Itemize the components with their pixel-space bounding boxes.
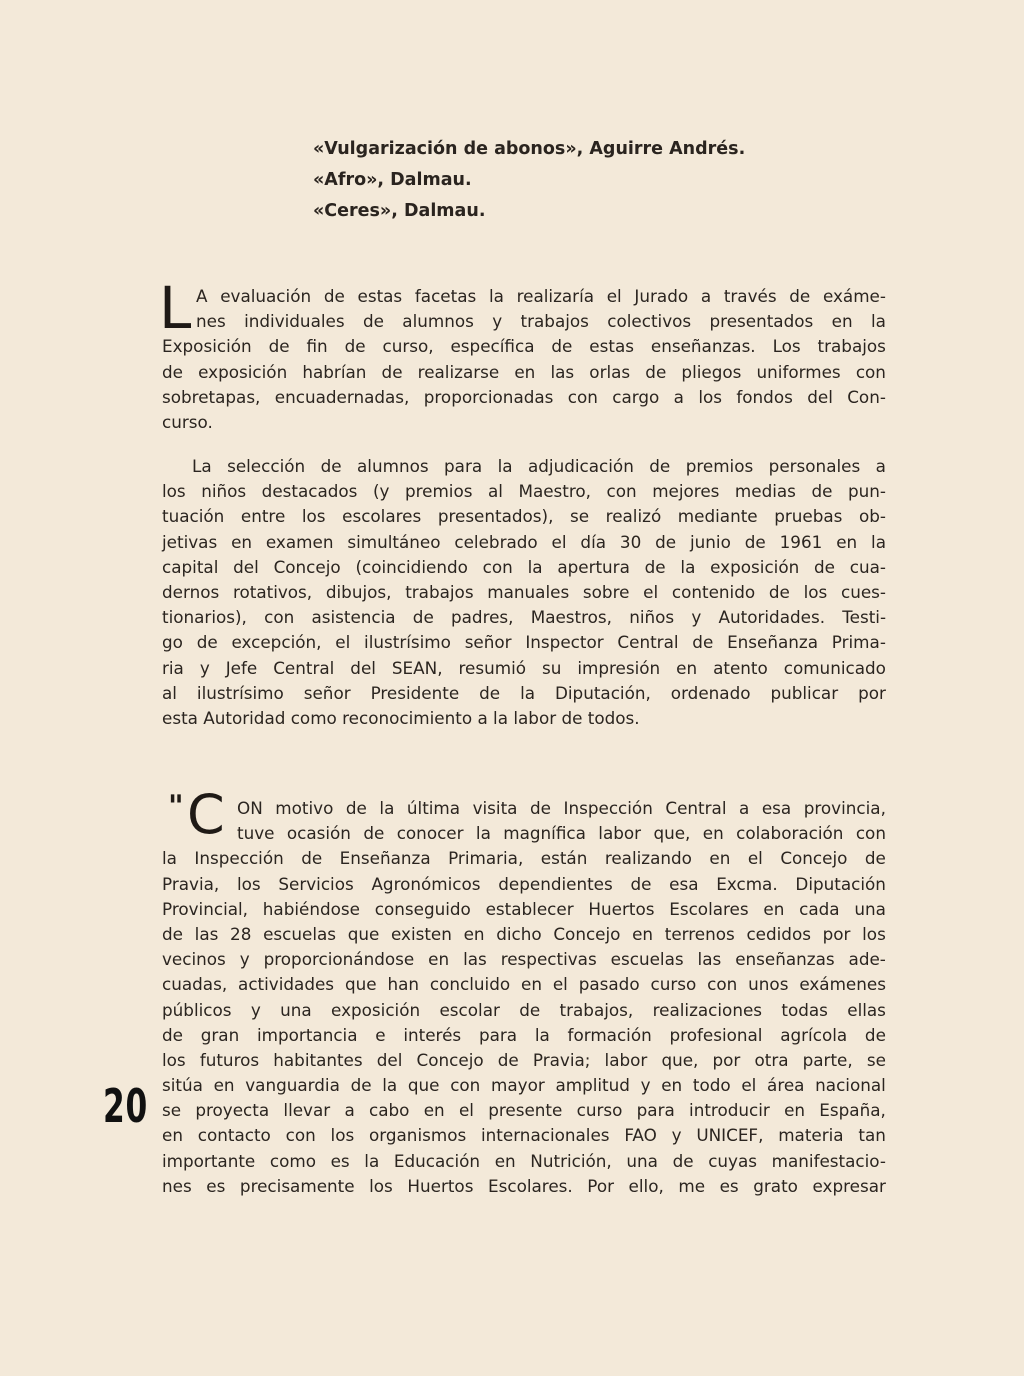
- drop-cap-l: L: [159, 274, 192, 342]
- text-line: públicos y una exposición escolar de trabajos, realizaciones todas ellas: [162, 999, 886, 1020]
- opening-quote-mark: ": [168, 789, 184, 824]
- text-line: la Inspección de Enseñanza Primaria, están realizando en el Concejo de: [162, 848, 886, 869]
- text-line: Pravia, los Servicios Agronómicos dependientes de esa Excma. Diputación: [162, 873, 886, 894]
- text-line: dernos rotativos, dibujos, trabajos manuales sobre el contenido de los cues-: [162, 581, 886, 602]
- text-line: tuación entre los escolares presentados), se realizó mediante pruebas ob-: [162, 506, 886, 527]
- text-line: de exposición habrían de realizarse en las orlas de pliegos uniformes con: [162, 361, 886, 382]
- text-line: esta Autoridad como reconocimiento a la labor de todos.: [162, 707, 640, 728]
- paragraph-evaluation: [162, 284, 886, 435]
- text-line: capital del Concejo (coincidiendo con la apertura de la exposición de cua-: [162, 556, 886, 577]
- text-line: go de excepción, el ilustrísimo señor Inspector Central de Enseñanza Prima-: [162, 632, 886, 653]
- text-line: nes es precisamente los Huertos Escolares. Por ello, me es grato expresar: [162, 1175, 886, 1196]
- text-line: tionarios), con asistencia de padres, Maestros, niños y Autoridades. Testi-: [162, 607, 886, 628]
- text-line: Exposición de fin de curso, específica de estas enseñanzas. Los trabajos: [162, 336, 886, 357]
- text-line: Provincial, habiéndose conseguido establecer Huertos Escolares en cada una: [162, 898, 886, 919]
- reference-item: «Ceres», Dalmau.: [313, 201, 486, 221]
- reference-item: «Afro», Dalmau.: [313, 170, 472, 190]
- text-line: curso.: [162, 411, 213, 432]
- text-line: tuve ocasión de conocer la magnífica labor que, en colaboración con: [237, 823, 886, 844]
- text-line: ria y Jefe Central del SEAN, resumió su impresión en atento comunicado: [162, 657, 886, 678]
- text-line: ON motivo de la última visita de Inspección Central a esa provincia,: [237, 798, 886, 818]
- paragraph-selection: [162, 454, 886, 731]
- text-line: A evaluación de estas facetas la realizaría el Jurado a través de exáme-: [196, 286, 886, 306]
- text-line: los futuros habitantes del Concejo de Pravia; labor que, por otra parte, se: [162, 1049, 886, 1070]
- text-line: vecinos y proporcionándose en las respectivas escuelas las enseñanzas ade-: [162, 949, 886, 970]
- reference-item: «Vulgarización de abonos», Aguirre Andrés.: [313, 139, 746, 159]
- text-line: La selección de alumnos para la adjudicación de premios personales a: [192, 456, 886, 476]
- text-line: de las 28 escuelas que existen en dicho Concejo en terrenos cedidos por los: [162, 923, 886, 944]
- text-line: sitúa en vanguardia de la que con mayor amplitud y en todo el área nacional: [162, 1075, 886, 1096]
- text-line: jetivas en examen simultáneo celebrado el día 30 de junio de 1961 en la: [162, 531, 886, 552]
- drop-cap-c: C: [187, 783, 225, 846]
- text-line: de gran importancia e interés para la formación profesional agrícola de: [162, 1024, 886, 1045]
- text-line: se proyecta llevar a cabo en el presente curso para introducir en España,: [162, 1100, 886, 1121]
- paragraph-quotation: [162, 796, 886, 1199]
- text-line: en contacto con los organismos internacionales FAO y UNICEF, materia tan: [162, 1125, 886, 1146]
- text-line: cuadas, actividades que han concluido en el pasado curso con unos exámenes: [162, 974, 886, 995]
- page-number: 20: [103, 1079, 148, 1133]
- text-line: sobretapas, encuadernadas, proporcionadas con cargo a los fondos del Con-: [162, 386, 886, 407]
- text-line: nes individuales de alumnos y trabajos colectivos presentados en la: [196, 311, 886, 332]
- text-line: los niños destacados (y premios al Maestro, con mejores medias de pun-: [162, 481, 886, 502]
- text-line: al ilustrísimo señor Presidente de la Diputación, ordenado publicar por: [162, 682, 886, 703]
- reference-list: [313, 134, 873, 227]
- text-line: importante como es la Educación en Nutrición, una de cuyas manifestacio-: [162, 1150, 886, 1171]
